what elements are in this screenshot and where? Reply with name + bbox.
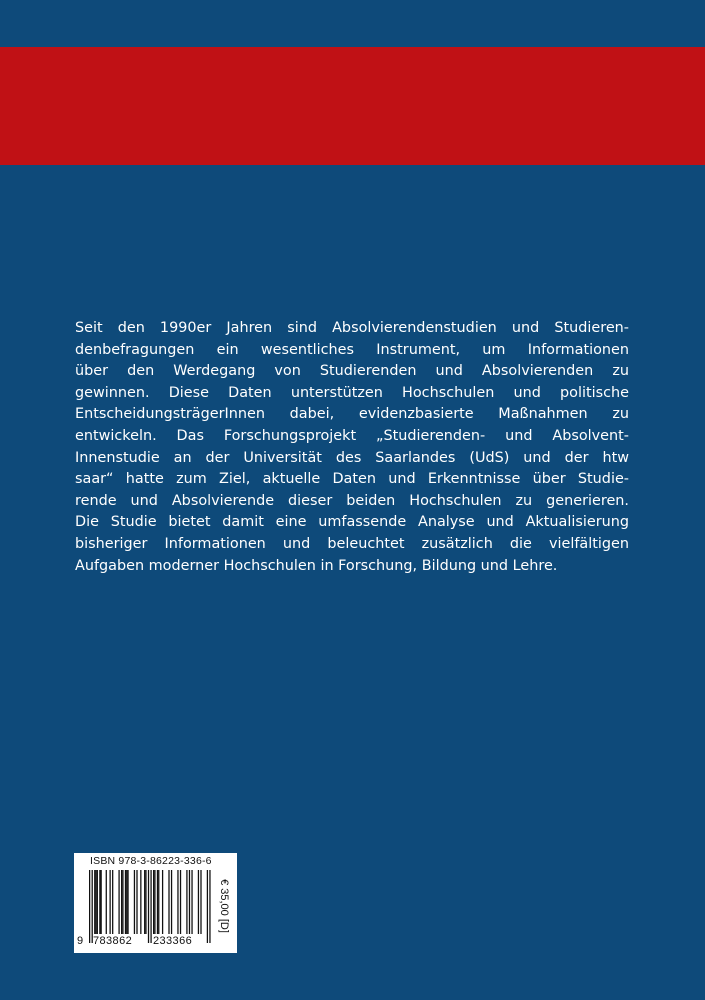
blurb-line: über den Werdegang von Studierenden und Absolvierenden zu <box>75 363 629 380</box>
barcode-bar <box>106 870 107 934</box>
barcode-bar <box>144 870 145 934</box>
barcode-bar <box>198 870 199 934</box>
blurb-line: gewinnen. Diese Daten unterstützen Hochschulen und politische <box>75 384 629 401</box>
barcode-bar <box>140 870 141 934</box>
barcode-bar <box>180 870 181 934</box>
barcode-bar <box>168 870 169 934</box>
barcode-digits <box>76 935 212 949</box>
barcode-bar <box>154 870 155 934</box>
blurb-line: EntscheidungsträgerInnen dabei, evidenzbasierte Maßnahmen zu <box>75 406 629 423</box>
barcode-bar <box>162 870 163 934</box>
barcode-bar <box>209 870 210 943</box>
barcode-digits-right: 233366 <box>153 935 193 947</box>
barcode-bar <box>171 870 172 934</box>
barcode-bar <box>118 870 119 934</box>
barcode-bar <box>153 870 154 934</box>
blurb-line: rende und Absolvierende dieser beiden Hochschulen zu generieren. <box>75 492 629 509</box>
barcode-bar <box>92 870 93 943</box>
barcode-bar <box>145 870 146 934</box>
barcode-bar <box>99 870 100 934</box>
barcode-bar <box>207 870 208 943</box>
blurb-line: saar“ hatte zum Ziel, aktuelle Daten und Erkenntnisse über Studie- <box>75 471 629 488</box>
barcode-bar <box>191 870 192 934</box>
red-band <box>0 47 705 165</box>
blurb-line: entwickeln. Das Forschungsprojekt „Studierenden- und Absolvent- <box>75 427 629 444</box>
barcode-bar <box>94 870 95 934</box>
barcode-bar <box>101 870 102 934</box>
blurb-line: Aufgaben moderner Hochschulen in Forschung, Bildung und Lehre. <box>75 557 558 574</box>
barcode-digit-first: 9 <box>77 935 84 947</box>
barcode-bar <box>122 870 123 934</box>
barcode-bar <box>97 870 98 934</box>
blurb-line: Innenstudie an der Universität des Saarlandes (UdS) und der htw <box>75 449 629 466</box>
barcode-bar <box>121 870 122 934</box>
back-cover-blurb <box>75 318 629 577</box>
barcode-bar <box>89 870 90 943</box>
barcode-bar <box>112 870 113 934</box>
barcode-bar <box>134 870 135 934</box>
blurb-line: Seit den 1990er Jahren sind Absolvierendenstudien und Studieren- <box>75 320 629 336</box>
barcode-bar <box>157 870 158 934</box>
barcode-digits-left: 783862 <box>93 935 133 947</box>
barcode-bar <box>158 870 159 934</box>
barcode-bar <box>126 870 127 934</box>
barcode-bar <box>186 870 187 934</box>
barcode-bar <box>125 870 126 934</box>
barcode-bar <box>200 870 201 934</box>
blurb-line: denbefragungen ein wesentliches Instrument, um Informationen <box>75 341 629 358</box>
blurb-line: bisheriger Informationen und beleuchtet zusätzlich die vielfältigen <box>75 535 629 552</box>
isbn-label: ISBN 978-3-86223-336-6 <box>90 855 212 867</box>
barcode-bar <box>95 870 96 934</box>
isbn-barcode <box>74 853 237 953</box>
price-text: € 35,00 [D] <box>218 879 230 933</box>
blurb-line: Die Studie bietet damit eine umfassende Analyse und Aktualisierung <box>75 514 629 531</box>
barcode-bar <box>150 870 151 943</box>
barcode-bar <box>109 870 110 934</box>
barcode-bar <box>189 870 190 934</box>
price-label <box>214 871 234 941</box>
barcode-bar <box>136 870 137 934</box>
barcode-bar <box>127 870 128 934</box>
barcode-bar <box>177 870 178 934</box>
barcode-bar <box>148 870 149 943</box>
